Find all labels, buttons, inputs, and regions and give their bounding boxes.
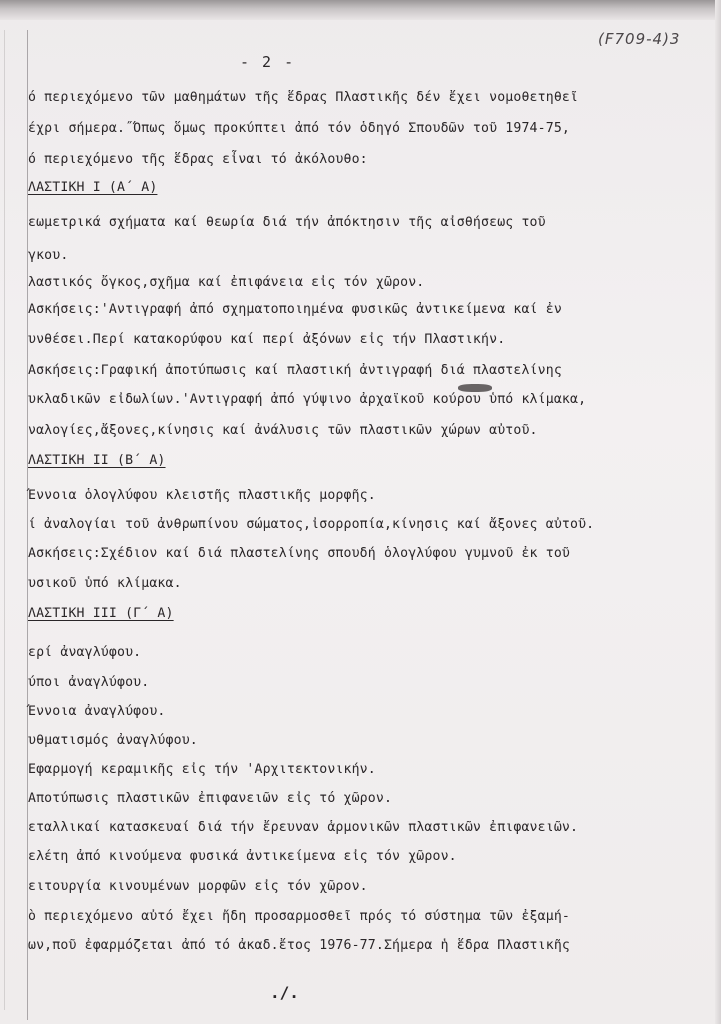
text-line: εταλλικαί κατασκευαί διά τήν ἔρευναν ἁρμονικῶν πλαστικῶν ἐπιφανειῶν. <box>28 820 579 835</box>
outer-margin-line <box>4 30 5 1010</box>
text-line: Ασκήσεις:'Αντιγραφή ἀπό σχηματοποιημένα φυσικῶς ἀντικείμενα καί ἐν <box>28 302 562 317</box>
text-line: ύποι ἀναγλύφου. <box>28 675 150 690</box>
text-line: ελέτη ἀπό κινούμενα φυσικά ἀντικείμενα εἰς τόν χῶρον. <box>28 849 457 864</box>
text-line: Έννοια ὁλογλύφου κλειστῆς πλαστικῆς μορφῆς. <box>28 488 376 503</box>
text-line: Εφαρμογή κεραμικῆς εἰς τήν 'Αρχιτεκτονικήν. <box>28 762 376 777</box>
text-line: Ασκήσεις:Σχέδιον καί διά πλαστελίνης σπουδή ὁλογλύφου γυμνοῦ ἐκ τοῦ <box>28 546 570 561</box>
text-line: ί ἀναλογίαι τοῦ ἀνθρωπίνου σώματος,ἰσορροπία,κίνησις καί ἄξονες αὐτοῦ. <box>28 517 595 532</box>
page-end-mark: ./. <box>270 983 299 1002</box>
page-number: - 2 - <box>240 53 296 71</box>
scan-top-border <box>0 0 721 20</box>
text-line: έχρι σήμερα.˝Όπως ὅμως προκύπτει ἀπό τόν ὁδηγό Σπουδῶν τοῦ 1974-75, <box>28 121 570 136</box>
text-line: Αποτύπωσις πλαστικῶν ἐπιφανειῶν εἰς τό χῶρον. <box>28 791 393 806</box>
text-line: γκου. <box>28 248 69 263</box>
text-line: ὸ περιεχόμενο αὐτό ἔχει ἤδη προσαρμοσθεῖ πρός τό σύστημα τῶν ἐξαμή- <box>28 909 570 924</box>
text-line: ερί ἀναγλύφου. <box>28 645 142 660</box>
archive-reference: (F709-4)3 <box>598 30 681 48</box>
text-line: υνθέσει.Περί κατακορύφου καί περί ἀξόνων εἰς τήν Πλαστικήν. <box>28 332 506 347</box>
section-heading-plastiki-3: ΛΑΣΤΙΚΗ ΙΙΙ (Γ΄ Α) <box>28 606 174 621</box>
text-line: υσικοῦ ὑπό κλίμακα. <box>28 576 182 591</box>
text-line: εωμετρικά σχήματα καί θεωρία διά τήν ἀπόκτησιν τῆς αἰσθήσεως τοῦ <box>28 215 546 230</box>
ink-smudge <box>458 384 492 392</box>
text-line: ό περιεχόμενο τῆς ἕδρας εἶναι τό ἀκόλουθο: <box>28 152 368 167</box>
text-line: ων,ποῦ ἐφαρμόζεται ἀπό τό ἀκαδ.ἔτος 1976-77.Σήμερα ἡ ἕδρα Πλαστικῆς <box>28 938 570 953</box>
section-heading-plastiki-2: ΛΑΣΤΙΚΗ ΙΙ (Β΄ Α) <box>28 453 166 468</box>
scan-right-edge <box>715 0 721 1024</box>
section-heading-plastiki-1: ΛΑΣΤΙΚΗ Ι (Α΄ Α) <box>28 180 158 195</box>
text-line: ό περιεχόμενο τῶν μαθημάτων τῆς ἕδρας Πλαστικῆς δέν ἔχει νομοθετηθεῖ <box>28 90 579 105</box>
text-line: λαστικός ὄγκος,σχῆμα καί ἐπιφάνεια εἰς τόν χῶρον. <box>28 275 425 290</box>
text-line: υθματισμός ἀναγλύφου. <box>28 733 198 748</box>
text-line: ναλογίες,ἄξονες,κίνησις καί ἀνάλυσις τῶν πλαστικῶν χώρων αὐτοῦ. <box>28 423 538 438</box>
text-line: ειτουργία κινουμένων μορφῶν εἰς τόν χῶρον. <box>28 879 368 894</box>
text-line: υκλαδικῶν εἰδωλίων.'Αντιγραφή ἀπό γύψινο ἀρχαϊκοῦ κούρου ὑπό κλίμακα, <box>28 392 587 407</box>
text-line: Έννοια ἀναγλύφου. <box>28 704 166 719</box>
text-line: Ασκήσεις:Γραφική ἀποτύπωσις καί πλαστική ἀντιγραφή διά πλαστελίνης <box>28 363 562 378</box>
